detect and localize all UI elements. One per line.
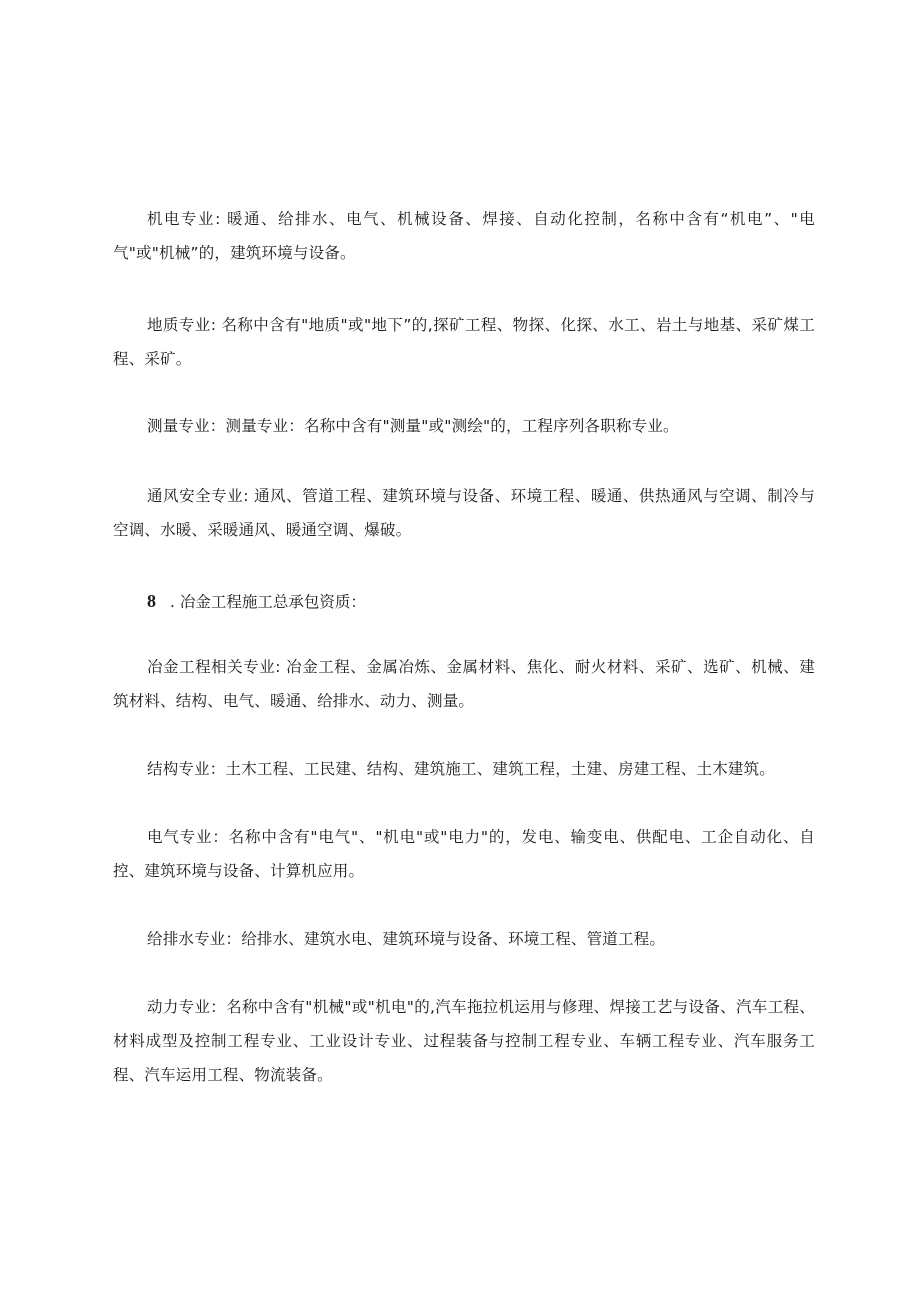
section-heading <box>147 586 366 617</box>
paragraph-surveying: 测量专业：测量专业：名称中含有"测量"或"测绘"的，工程序列各职称专业。 <box>147 417 679 435</box>
paragraph-electrical: 电气专业：名称中含有"电气"、"机电"或"电力"的，发电、输变电、供配电、工企自动化、自控、建筑环境与设备、计算机应用。 <box>113 828 815 880</box>
section-title: . 冶金工程施工总承包资质： <box>170 593 366 611</box>
paragraph-metallurgy: 冶金工程相关专业: 冶金工程、金属冶炼、金属材料、焦化、耐火材料、采矿、选矿、机械、建筑材料、结构、电气、暖通、给排水、动力、测量。 <box>113 658 815 710</box>
paragraph-structure: 结构专业：土木工程、工民建、结构、建筑施工、建筑工程，土建、房建工程、土木建筑。 <box>147 760 776 778</box>
paragraph-water-supply-drainage: 给排水专业：给排水、建筑水电、建筑环境与设备、环境工程、管道工程。 <box>147 930 666 948</box>
paragraph-ventilation-safety: 通风安全专业: 通风、管道工程、建筑环境与设备、环境工程、暖通、供热通风与空调、制冷与空调、水暖、采暖通风、暖通空调、爆破。 <box>113 487 815 539</box>
section-number: 8 <box>147 591 156 611</box>
paragraph-mechanical-electrical: 机电专业: 暖通、给排水、电气、机械设备、焊接、自动化控制，名称中含有“机电”、"电气"或"机械”的，建筑环境与设备。 <box>113 210 815 262</box>
paragraph-geology: 地质专业: 名称中含有"地质"或"地下”的,探矿工程、物探、化探、水工、岩土与地基、采矿煤工程、采矿。 <box>113 316 815 368</box>
paragraph-power: 动力专业：名称中含有"机械"或"机电"的,汽车拖拉机运用与修理、焊接工艺与设备、汽车工程、材料成型及控制工程专业、工业设计专业、过程装备与控制工程专业、车辆工程专业、汽车服务工程、汽车运用工程、物流装备。 <box>113 998 815 1084</box>
